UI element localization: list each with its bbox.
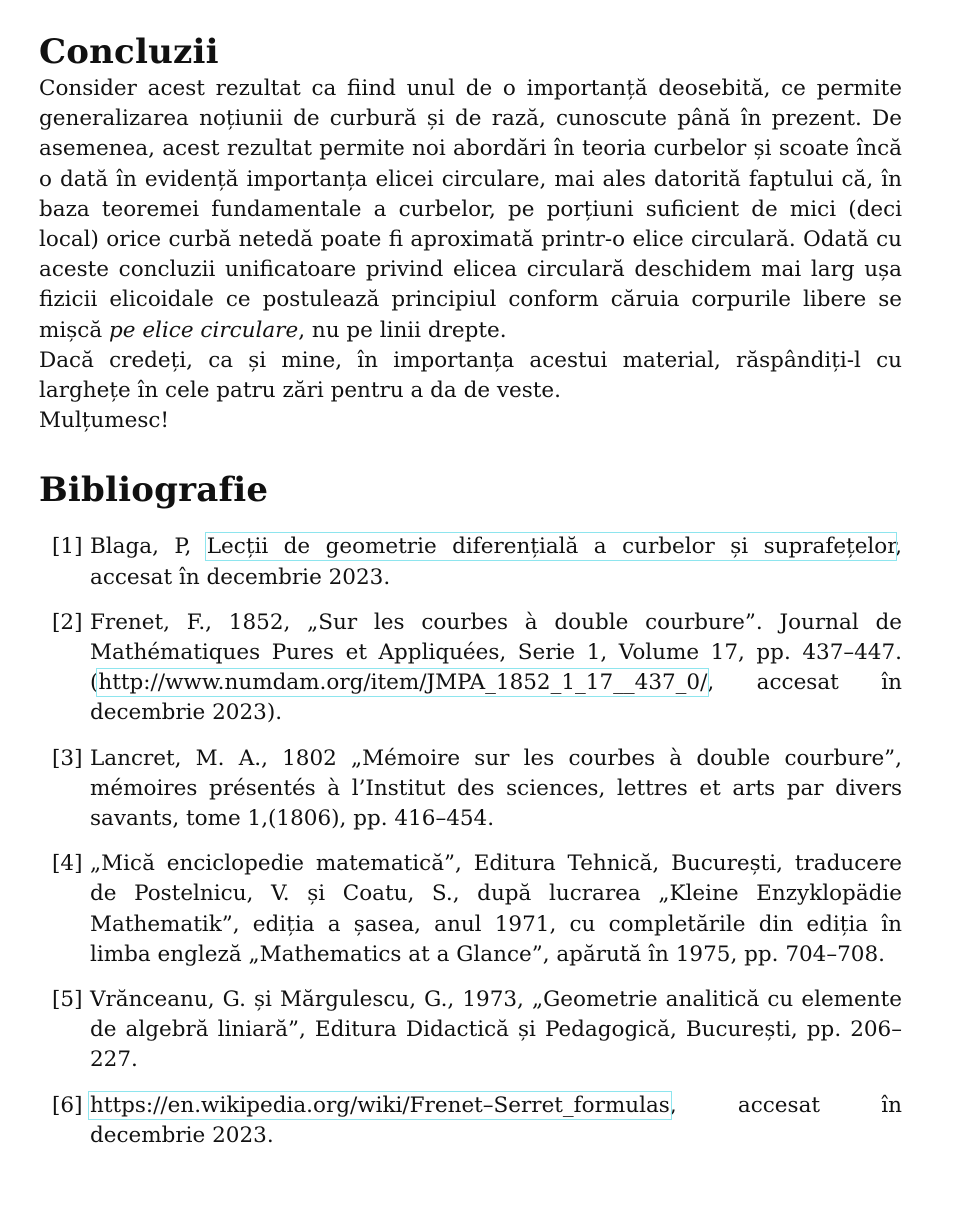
bibliography-link-wikipedia[interactable]: https://en.wikipedia.org/wiki/Frenet–Serret_formulas <box>90 1092 670 1118</box>
conclusions-paragraph-1 <box>39 74 902 346</box>
section-title-bibliography: Bibliografie <box>39 470 269 511</box>
bibliography-item-text: , accesat în decembrie 2023). <box>90 670 902 726</box>
bibliography-item-number: [6] <box>52 1092 83 1118</box>
bibliography-item-number: [2] <box>52 609 83 635</box>
section-title-conclusions: Concluzii <box>39 32 219 72</box>
bibliography-item-text: , accesat în decembrie 2023. <box>90 1092 902 1148</box>
bibliography-item-number: [5] <box>52 987 83 1013</box>
bibliography-item-text: „Mică enciclopedie matematică”, Editura Tehnică, București, traducere de Postelnicu, V. și Coatu, S., după lucrarea „Kleine Enzyklopädie Mathematik”, ediția a șasea, anul 1971, cu completările din ediția în limba engleză „Mathematics at a Glance”, apărută în 1975, pp. 704–708. <box>90 851 902 967</box>
bibliography-item-6 <box>39 1091 902 1151</box>
bibliography-item-2 <box>39 608 902 729</box>
bibliography-item-1 <box>39 532 902 592</box>
bibliography-item-3 <box>39 744 902 835</box>
bibliography-item-number: [4] <box>52 851 83 877</box>
bibliography-item-text: , accesat în decembrie 2023. <box>90 534 903 590</box>
conclusions-p1-emphasis: pe elice circulare <box>109 317 299 343</box>
bibliography-link-numdam[interactable]: http://www.numdam.org/item/JMPA_1852_1_17__437_0/ <box>98 670 708 696</box>
bibliography-link-blaga[interactable]: Lecții de geometrie diferențială a curbelor și suprafețelor <box>206 534 896 560</box>
bibliography-item-5 <box>39 985 902 1076</box>
bibliography-item-text: Blaga, P, <box>90 534 207 560</box>
bibliography-item-text: Frenet, F., 1852, „Sur les courbes à double courbure”. Journal de Mathématiques Pures et Appliquées, Serie 1, Volume 17, pp. 437–447. ( <box>90 609 902 696</box>
bibliography-item-number: [1] <box>52 534 83 560</box>
conclusions-p1-text-a: Consider acest rezultat ca fiind unul de o importanță deosebită, ce permite generalizarea noțiunii de curbură și de rază, cunoscute până în prezent. De asemenea, acest rezultat permite noi abordări în teoria curbelor și scoate încă o dată în evidență importanța elicei circulare, mai ales datorită faptului că, în baza teoremei fundamentale a curbelor, pe porțiuni suficient de mici (deci local) orice curbă netedă poate fi aproximată printr-o elice circulară. Odată cu aceste concluzii unificatoare privind elicea circulară deschidem mai larg ușa fizicii elicoidale ce postulează principiul conform căruia corpurile libere se mișcă <box>39 76 902 343</box>
conclusions-p1-text-b: , nu pe linii drepte. <box>298 317 507 343</box>
bibliography-item-text: Lancret, M. A., 1802 „Mémoire sur les courbes à double courbure”, mémoires présentés à l’Institut des sciences, lettres et arts par divers savants, tome 1,(1806), pp. 416–454. <box>90 745 902 832</box>
bibliography-item-text: Vrănceanu, G. și Mărgulescu, G., 1973, „Geometrie analitică cu elemente de algebră liniară”, Editura Didactică și Pedagogică, București, pp. 206–227. <box>90 987 902 1073</box>
bibliography-item-number: [3] <box>52 745 83 771</box>
conclusions-paragraph-2: Dacă credeți, ca și mine, în importanța acestui material, răspândiți-l cu larghețe în cele patru zări pentru a da de veste. <box>39 347 902 404</box>
conclusions-paragraph-3: Mulțumesc! <box>39 408 170 434</box>
bibliography-list <box>39 532 902 1151</box>
bibliography-item-4 <box>39 849 902 970</box>
